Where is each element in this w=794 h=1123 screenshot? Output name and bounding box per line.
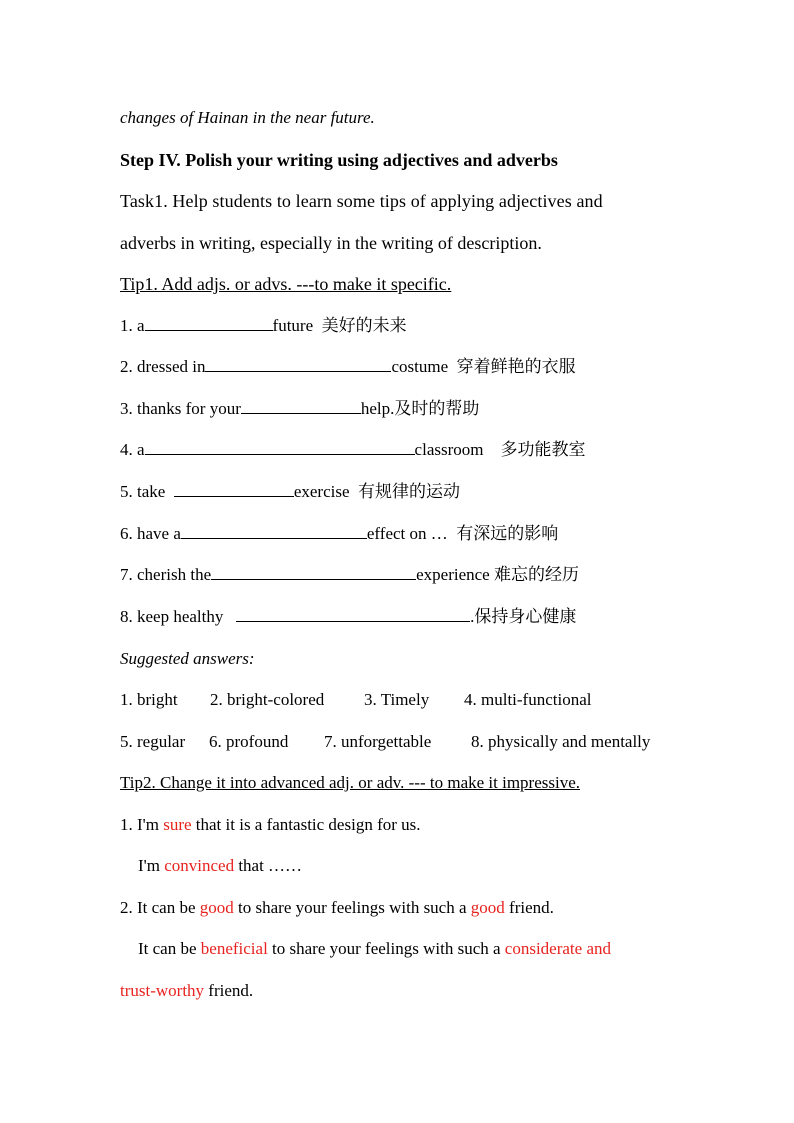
suggested-answers-label: Suggested answers: [120, 649, 255, 668]
step-heading: Step IV. Polish your writing using adjectives and adverbs [120, 150, 558, 170]
tip1-item-4: 4. a classroom 多功能教室 [120, 440, 586, 460]
tip2-heading: Tip2. Change it into advanced adj. or adv. --- to make it impressive. [120, 773, 581, 792]
answer-blank [205, 356, 391, 372]
tip1-item-3: 3. thanks for your help.及时的帮助 [120, 399, 480, 419]
tip2-example-2-revised-cont: trust-worthy friend. [120, 981, 254, 1000]
suggested-answers-row-2: 5. regular 6. profound 7. unforgettable 8. physically and mentally [120, 732, 651, 751]
suggested-answers-row-1: 1. bright 2. bright-colored 3. Timely 4. multi-functional [120, 690, 592, 709]
tip1-item-2: 2. dressed in costume 穿着鲜艳的衣服 [120, 357, 576, 377]
answer-blank [174, 481, 294, 497]
tip1-item-5: 5. take exercise 有规律的运动 [120, 482, 461, 502]
tip1-item-7: 7. cherish the experience 难忘的经历 [120, 565, 579, 585]
tip2-example-2: 2. It can be good to share your feelings with such a good friend. [120, 898, 554, 917]
tip1-item-1: 1. a future 美好的未来 [120, 316, 407, 336]
answer-blank [145, 439, 415, 455]
answer-blank [211, 564, 416, 580]
answer-blank [241, 398, 361, 414]
task-line-2: adverbs in writing, especially in the writing of description. [120, 233, 542, 253]
tip2-example-2-revised: It can be beneficial to share your feelings with such a considerate and [138, 939, 611, 958]
intro-line: changes of Hainan in the near future. [120, 108, 375, 127]
tip2-example-1: 1. I'm sure that it is a fantastic design for us. [120, 815, 421, 834]
tip1-heading: Tip1. Add adjs. or advs. ---to make it specific. [120, 274, 452, 294]
answer-blank [145, 315, 273, 331]
answer-blank [181, 523, 367, 539]
tip1-item-8: 8. keep healthy .保持身心健康 [120, 607, 577, 627]
tip2-example-1-revised: I'm convinced that …… [138, 856, 303, 875]
tip1-item-6: 6. have a effect on … 有深远的影响 [120, 524, 559, 544]
answer-blank [236, 606, 470, 622]
task-line-1: Task1. Help students to learn some tips of applying adjectives and [120, 191, 603, 211]
